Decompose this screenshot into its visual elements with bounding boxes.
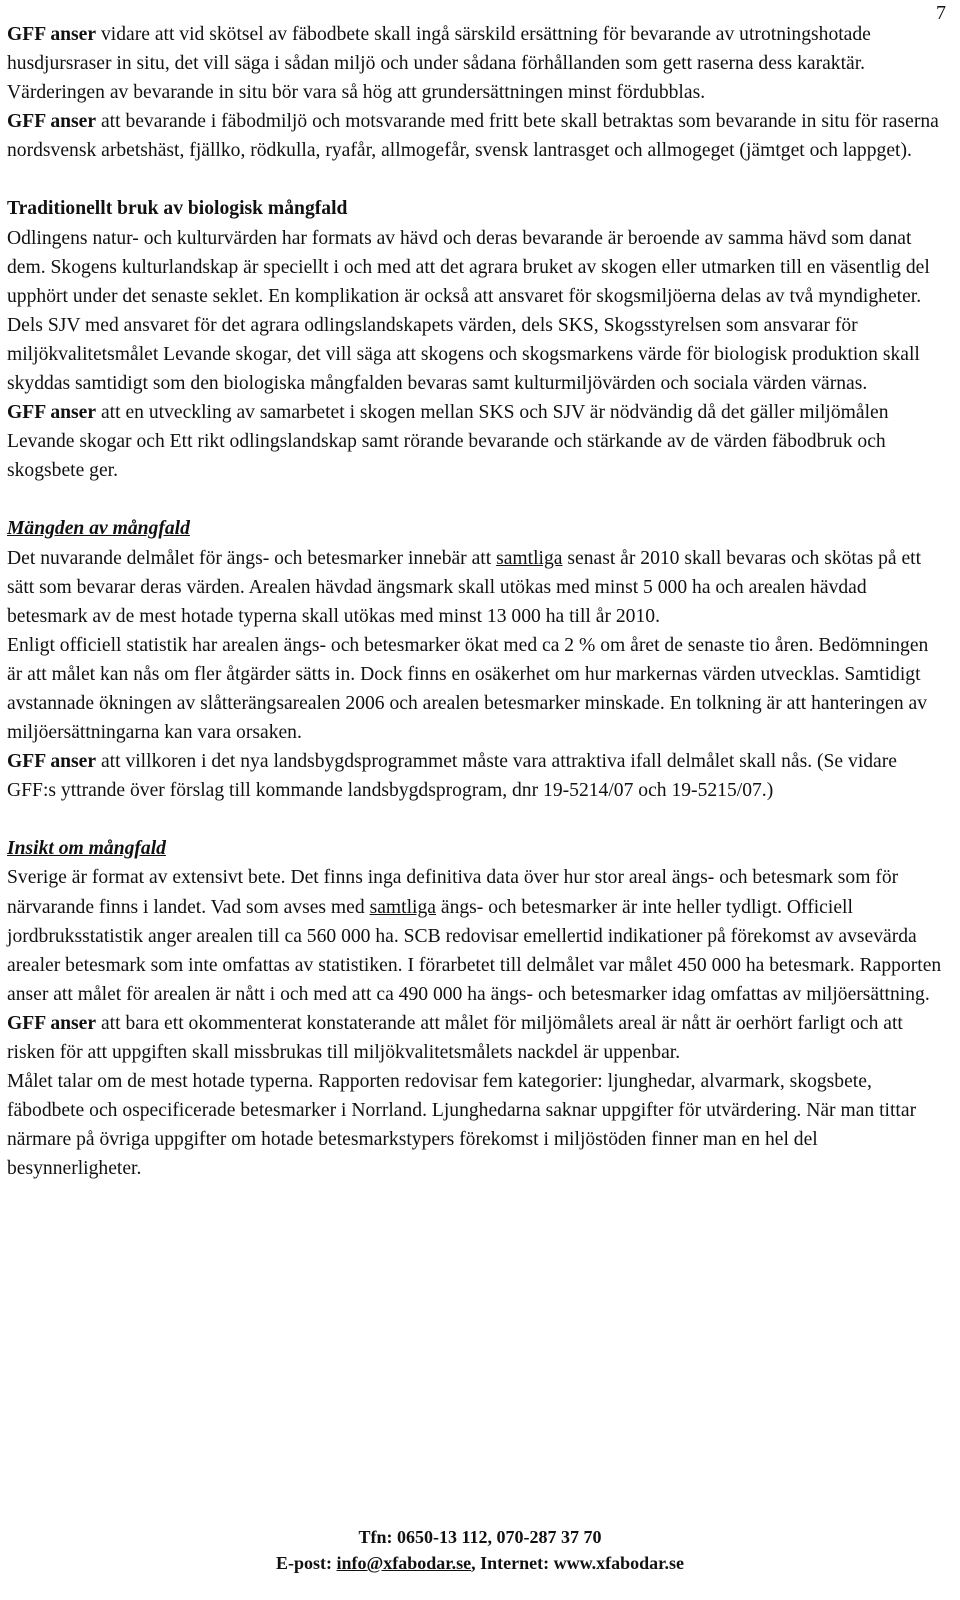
paragraph-text: Det nuvarande delmålet för ängs- och betesmarker innebär att	[7, 547, 497, 569]
paragraph-text: Sverige är format av extensivt bete. Det finns inga definitiva data över hur stor areal ängs- och betesmark som för närvarande finns i landet. Vad som avses med	[7, 867, 899, 918]
paragraph-8	[7, 863, 947, 1008]
paragraph-text: att bevarande i fäbodmiljö och motsvarande med fritt bete skall betraktas som bevarande in situ för raserna nordsvensk arbetshäst, fjällko, rödkulla, ryafår, allmogefår, svensk lantrasget och allmogeget (jämtget och lappget).	[7, 111, 939, 162]
footer-phone: Tfn: 0650-13 112, 070-287 37 70	[358, 1527, 602, 1547]
document-body	[7, 20, 947, 1183]
spacer	[7, 485, 947, 514]
underlined-term: samtliga	[369, 896, 436, 918]
paragraph-text: ängs- och betesmarker är inte heller tydligt. Officiell jordbruksstatistik anger arealen till ca 560 000 ha. SCB redovisar emellertid indikationer på förekomst av avsevärda arealer betesmark som inte omfattas av statistiken. I förarbetet till delmålet var målet 450 000 ha betesmark. Rapporten anser att målet för arealen är nått i och med att ca 490 000 ha ängs- och betesmarker idag omfattas av miljöersättning.	[7, 896, 942, 1005]
spacer	[7, 165, 947, 194]
lead-term: GFF anser	[7, 1012, 97, 1034]
paragraph-4	[7, 398, 947, 485]
lead-term: GFF anser	[7, 24, 97, 45]
heading-traditionellt-bruk: Traditionellt bruk av biologisk mångfald	[7, 198, 348, 220]
paragraph-9	[7, 1009, 947, 1067]
lead-term: GFF anser	[7, 751, 97, 773]
spacer	[7, 805, 947, 834]
footer-internet: , Internet: www.xfabodar.se	[471, 1553, 684, 1573]
underlined-term: samtliga	[496, 547, 563, 569]
email-link[interactable]: info@xfabodar.se	[336, 1553, 472, 1573]
paragraph-6: Enligt officiell statistik har arealen ängs- och betesmarker ökat med ca 2 % om året de senaste tio åren. Bedömningen är att målet kan nås om fler åtgärder sätts in. Dock finns en osäkerhet om hur markernas värden utvecklas. Samtidigt avstannade ökningen av slåtterängsarealen 2006 och arealen betesmarker minskade. En tolkning är att hanteringen av miljöersättningarna kan vara orsaken.	[7, 634, 929, 744]
footer-contact	[0, 1550, 960, 1576]
paragraph-1	[7, 20, 947, 107]
paragraph-5	[7, 544, 947, 631]
paragraph-text: att villkoren i det nya landsbygdsprogrammet måste vara attraktiva ifall delmålet skall nås. (Se vidare GFF:s yttrande över förslag till kommande landsbygdsprogram, dnr 19-5214/07 och 19-5215/07.)	[7, 751, 897, 802]
paragraph-2	[7, 107, 947, 165]
paragraph-text: vidare att vid skötsel av fäbodbete skall ingå särskild ersättning för bevarande av utrotningshotade husdjursraser in situ, det vill säga i sådan miljö och under sådana förhållanden som gett raserna dess karaktär. Värderingen av bevarande in situ bör vara så hög att grundersättningen minst fördubblas.	[7, 24, 871, 104]
heading-mangden-av-mangfald: Mängden av mångfald	[7, 518, 190, 540]
page-number: 7	[936, 2, 946, 24]
heading-insikt-om-mangfald: Insikt om mångfald	[7, 838, 166, 860]
paragraph-3: Odlingens natur- och kulturvärden har formats av hävd och deras bevarande är beroende av samma hävd som danat dem. Skogens kulturlandskap är speciellt i och med att det agrara bruket av skogen eller utmarken till en väsentlig del upphört under det senaste seklet. En komplikation är också att ansvaret för skogsmiljöerna delas av två myndigheter. Dels SJV med ansvaret för det agrara odlingslandskapets värden, dels SKS, Skogsstyrelsen som ansvarar för miljökvalitetsmålet Levande skogar, det vill säga att skogens och skogsmarkens värde för biologisk produktion skall skyddas samtidigt som den biologiska mångfalden bevaras samt kulturmiljövärden och sociala värden värnas.	[7, 227, 930, 395]
paragraph-text: att en utveckling av samarbetet i skogen mellan SKS och SJV är nödvändig då det gäller miljömålen Levande skogar och Ett rikt odlingslandskap samt rörande bevarande och stärkande av de värden fäbodbruk och skogsbete ger.	[7, 402, 889, 482]
paragraph-text: att bara ett okommenterat konstaterande att målet för miljömålets areal är nått är oerhört farligt och att risken för att uppgiften skall missbrukas till miljökvalitetsmålets nackdel är uppenbar.	[7, 1012, 903, 1063]
lead-term: GFF anser	[7, 111, 97, 133]
paragraph-10: Målet talar om de mest hotade typerna. Rapporten redovisar fem kategorier: ljunghedar, alvarmark, skogsbete, fäbodbete och ospecificerade betesmarker i Norrland. Ljunghedarna saknar uppgifter för utvärdering. När man tittar närmare på övriga uppgifter om hotade betesmarkstypers förekomst i miljöstöden finner man en hel del besynnerligheter.	[7, 1071, 917, 1180]
lead-term: GFF anser	[7, 402, 97, 424]
paragraph-7	[7, 747, 947, 805]
page-footer	[0, 1524, 960, 1576]
paragraph-text: senast år 2010 skall bevaras och skötas på ett sätt som bevarar deras värden. Arealen hävdad ängsmark skall utökas med minst 5 000 ha och arealen hävdad betesmark av de mest hotade typerna skall utökas med minst 13 000 ha till år 2010.	[7, 547, 922, 627]
footer-email-label: E-post:	[276, 1553, 337, 1573]
